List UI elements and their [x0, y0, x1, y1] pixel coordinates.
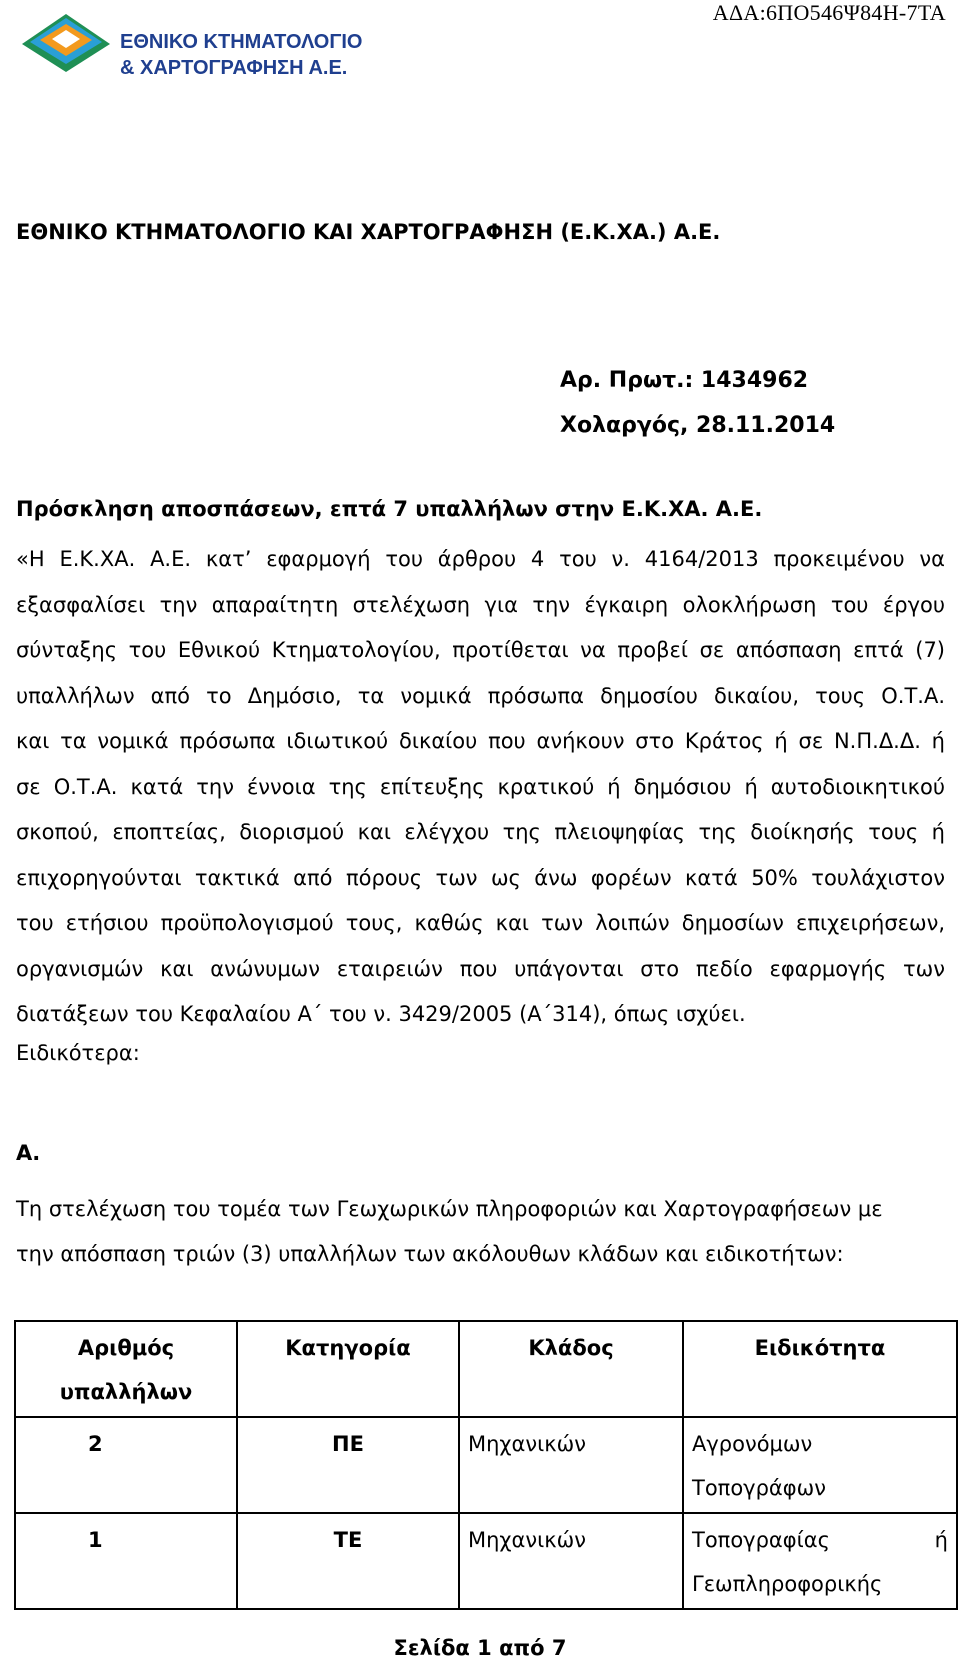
section-a-label: Α.	[16, 1141, 41, 1165]
logo-line-1: ΕΘΝΙΚΟ ΚΤΗΜΑΤΟΛΟΓΙΟ	[120, 31, 363, 53]
cell-count: 2	[15, 1417, 237, 1513]
header-category: Κατηγορία	[237, 1321, 459, 1417]
body-line: διατάξεων του Κεφαλαίου Α΄ του ν. 3429/2005 (Α΄314), όπως ισχύει.	[16, 1002, 746, 1026]
table-row	[15, 1417, 957, 1513]
body-line: σκοπού, εποπτείας, διορισμού και ελέγχου της πλειοψηφίας της διοίκησής τους ή	[16, 820, 945, 844]
header-employee-count: Αριθμός υπαλλήλων	[15, 1321, 237, 1417]
ktimatologio-logo	[18, 10, 363, 90]
organization-heading: ΕΘΝΙΚΟ ΚΤΗΜΑΤΟΛΟΓΙΟ ΚΑΙ ΧΑΡΤΟΓΡΑΦΗΣΗ (Ε.Κ.ΧΑ.) Α.Ε.	[16, 220, 721, 244]
body-line: υπαλλήλων από το Δημόσιο, τα νομικά πρόσωπα δημοσίου δικαίου, τους Ο.Τ.Α.	[16, 683, 945, 708]
cell-branch: Μηχανικών	[459, 1513, 683, 1609]
document-ada-code: ΑΔΑ:6ΠΟ546Ψ84Η-7ΤΑ	[712, 0, 946, 25]
cell-specialty: Αγρονόμων Τοπογράφων	[683, 1417, 957, 1513]
header-specialty: Ειδικότητα	[683, 1321, 957, 1417]
cell-count: 1	[15, 1513, 237, 1609]
body-line: του ετήσιου προϋπολογισμού τους, καθώς και των λοιπών δημοσίων επιχειρήσεων,	[16, 911, 945, 935]
body-line: επιχορηγούνται τακτικά από πόρους των ως άνω φορέων κατά 50% τουλάχιστον	[16, 865, 945, 890]
subject-line: Πρόσκληση αποσπάσεων, επτά 7 υπαλλήλων στην Ε.Κ.ΧΑ. Α.Ε.	[16, 497, 763, 521]
body-line: «Η Ε.Κ.ΧΑ. Α.Ε. κατ’ εφαρμογή του άρθρου 4 του ν. 4164/2013 προκειμένου να	[16, 547, 945, 571]
page-footer: Σελίδα 1 από 7	[393, 1636, 567, 1660]
cell-specialty: Τοπογραφίας ή Γεωπληροφορικής	[683, 1513, 957, 1609]
cell-branch: Μηχανικών	[459, 1417, 683, 1513]
section-a-line: την απόσπαση τριών (3) υπαλλήλων των ακόλουθων κλάδων και ειδικοτήτων:	[16, 1242, 844, 1266]
table-header-row	[15, 1321, 957, 1417]
body-line: σύνταξης του Εθνικού Κτηματολογίου, προτίθεται να προβεί σε απόσπαση επτά (7)	[16, 638, 945, 662]
cell-category: ΠΕ	[237, 1417, 459, 1513]
place-date: Χολαργός, 28.11.2014	[560, 413, 836, 438]
section-a-paragraph	[16, 1187, 945, 1277]
section-a-line: Τη στελέχωση του τομέα των Γεωχωρικών πληροφοριών και Χαρτογραφήσεων με	[16, 1197, 883, 1221]
body-line: οργανισμών και ανώνυμων εταιρειών που υπάγονται στο πεδίο εφαρμογής των	[16, 956, 945, 981]
header-branch: Κλάδος	[459, 1321, 683, 1417]
protocol-number: Αρ. Πρωτ.: 1434962	[560, 368, 809, 393]
body-line: και τα νομικά πρόσωπα ιδιωτικού δικαίου που ανήκουν στο Κράτος ή σε Ν.Π.Δ.Δ. ή	[16, 729, 945, 753]
body-line: εξασφαλίσει την απαραίτητη στελέχωση για την έγκαιρη ολοκλήρωση του έργου	[16, 592, 945, 617]
protocol-block	[560, 358, 835, 448]
staff-table	[14, 1320, 958, 1610]
logo-line-2: & ΧΑΡΤΟΓΡΑΦΗΣΗ Α.Ε.	[120, 57, 348, 79]
cell-category: ΤΕ	[237, 1513, 459, 1609]
body-paragraph	[16, 537, 945, 1038]
table-row	[15, 1513, 957, 1609]
specifically-label: Ειδικότερα:	[16, 1041, 140, 1065]
body-line: σε Ο.Τ.Α. κατά την έννοια της επίτευξης κρατικού ή δημόσιου ή αυτοδιοικητικού	[16, 774, 945, 799]
